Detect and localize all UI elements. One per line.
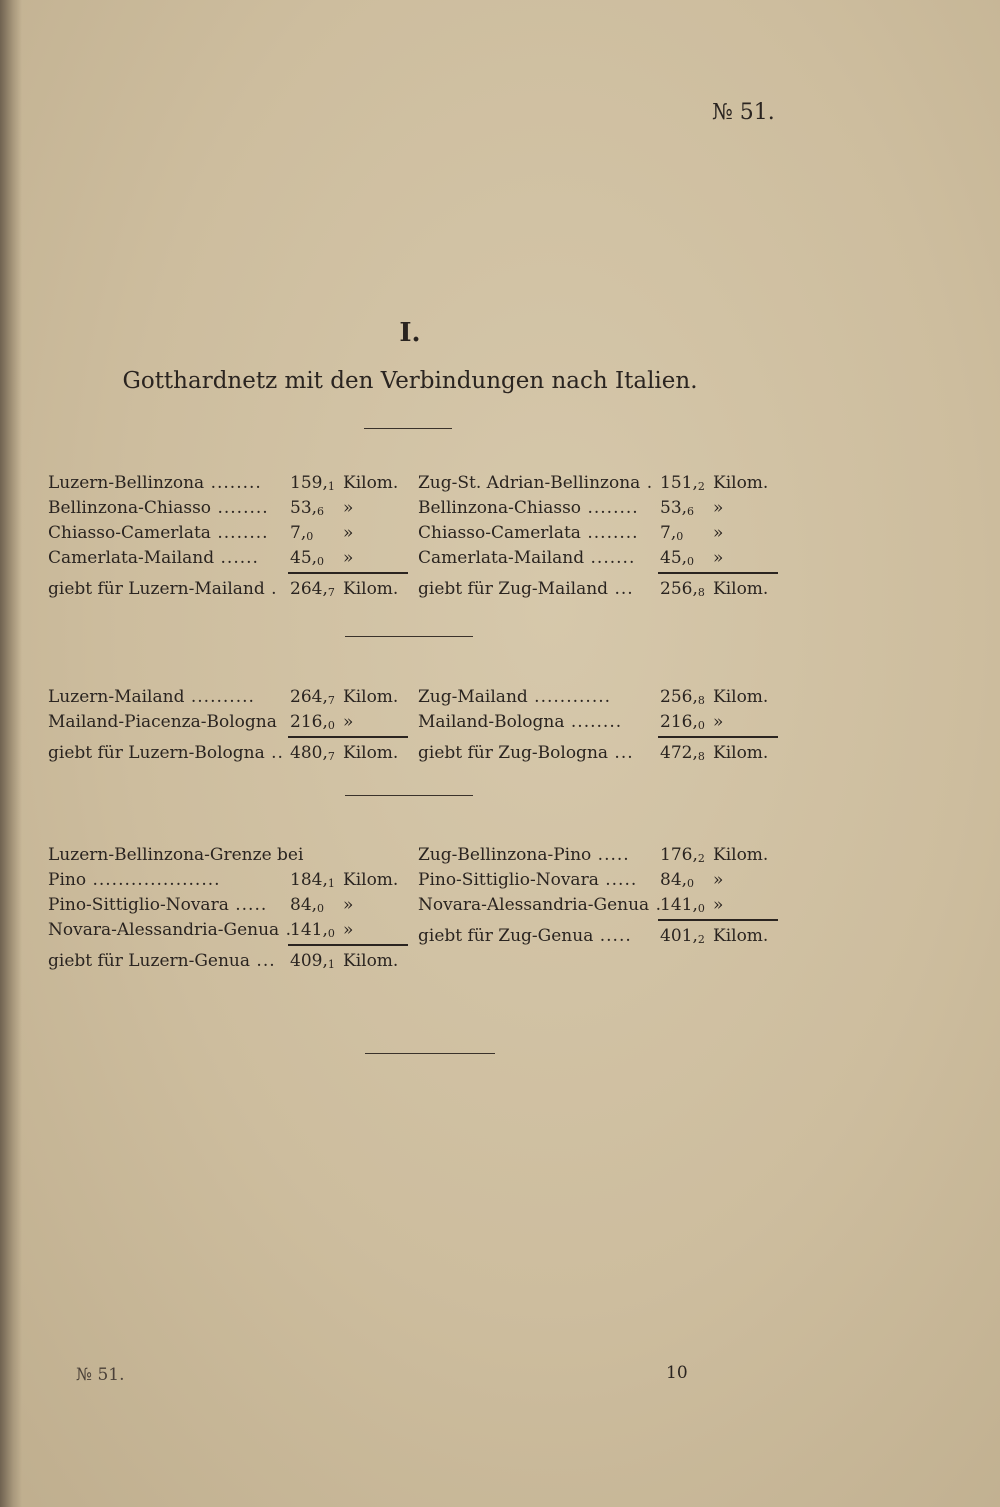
route-name <box>418 685 611 710</box>
distance-decimal: 0 <box>327 719 335 732</box>
route-table-luzern-bologna <box>48 685 403 766</box>
distance-integer: 7, <box>660 523 677 543</box>
route-label: Novara-Alessandria-Genua <box>48 920 280 940</box>
distance-decimal: 2 <box>697 933 705 946</box>
route-name <box>48 893 267 918</box>
distance-value <box>660 685 705 713</box>
route-name <box>48 471 262 496</box>
leader-dots: .. <box>264 743 284 763</box>
page-number: № 51. <box>712 100 775 125</box>
route-label: Mailand-Piacenza-Bologna <box>48 712 277 732</box>
route-name <box>418 496 639 521</box>
leader-dots: ... <box>608 579 634 599</box>
sum-underline <box>288 572 408 574</box>
route-label: Luzern-Mailand <box>48 687 185 707</box>
distance-decimal: 1 <box>327 877 335 890</box>
sum-underline <box>658 572 778 574</box>
total-distance <box>290 577 335 605</box>
distance-decimal: 0 <box>317 555 325 568</box>
route-label: Bellinzona-Chiasso <box>418 498 582 518</box>
section-heading: Gotthardnetz mit den Verbindungen nach Italien. <box>122 368 698 394</box>
leader-dots: ............ <box>527 687 612 707</box>
distance-unit: Kilom. <box>343 743 399 763</box>
leader-dots: . <box>640 473 654 493</box>
distance-unit: Kilom. <box>713 473 769 493</box>
route-label: Camerlata-Mailand <box>418 548 585 568</box>
route-label: Novara-Alessandria-Genua <box>418 895 650 915</box>
leader-dots: . <box>279 920 292 940</box>
distance-value <box>290 893 324 921</box>
total-row <box>418 577 773 602</box>
route-label: Pino-Sittiglio-Novara <box>418 870 599 890</box>
leader-dots: .......... <box>184 687 255 707</box>
route-name <box>48 521 269 546</box>
route-label: Chiasso-Camerlata <box>48 523 211 543</box>
distance-value <box>290 868 335 896</box>
distance-integer: 216, <box>290 712 328 732</box>
distance-decimal: 7 <box>327 694 335 707</box>
sum-underline <box>658 919 778 921</box>
route-row <box>418 546 773 571</box>
total-distance <box>660 577 705 605</box>
distance-integer: 256, <box>660 579 698 599</box>
distance-value <box>290 685 335 713</box>
route-label: Pino-Sittiglio-Novara <box>48 895 229 915</box>
route-label: giebt für Zug-Mailand <box>418 579 609 599</box>
route-name <box>48 918 292 943</box>
leader-dots: ...... <box>214 548 259 568</box>
leader-dots: . <box>264 579 278 599</box>
route-label: giebt für Zug-Genua <box>418 926 594 946</box>
total-row <box>48 577 403 602</box>
distance-integer: 264, <box>290 687 328 707</box>
route-table-zug-bologna <box>418 685 773 766</box>
distance-value <box>660 496 694 524</box>
distance-integer: 141, <box>660 895 698 915</box>
route-row <box>48 521 403 546</box>
distance-unit: Kilom. <box>713 743 769 763</box>
route-name <box>418 521 639 546</box>
distance-decimal: 7 <box>327 750 335 763</box>
route-name <box>418 843 630 868</box>
route-row <box>48 918 403 943</box>
distance-integer: 45, <box>660 548 688 568</box>
distance-integer: 409, <box>290 951 328 971</box>
sum-underline <box>658 736 778 738</box>
route-row <box>48 868 403 893</box>
distance-value <box>290 471 335 499</box>
route-name <box>48 710 277 735</box>
total-distance <box>660 924 705 952</box>
distance-unit: » <box>713 548 724 568</box>
route-label: giebt für Luzern-Genua <box>48 951 251 971</box>
distance-value <box>660 471 705 499</box>
distance-unit: Kilom. <box>343 687 399 707</box>
route-label: giebt für Luzern-Bologna <box>48 743 265 763</box>
route-table-luzern-genua <box>48 843 403 974</box>
distance-decimal: 8 <box>697 694 705 707</box>
distance-unit: Kilom. <box>343 870 399 890</box>
total-label <box>418 741 634 766</box>
distance-value <box>290 496 324 524</box>
total-distance <box>290 949 335 977</box>
distance-unit: Kilom. <box>343 473 399 493</box>
block-separator <box>345 636 473 637</box>
distance-unit: Kilom. <box>343 579 399 599</box>
distance-decimal: 0 <box>676 530 684 543</box>
leader-dots: ........ <box>204 473 262 493</box>
route-row <box>418 521 773 546</box>
leader-dots: ....... <box>584 548 636 568</box>
route-row <box>418 496 773 521</box>
sum-underline <box>288 736 408 738</box>
distance-decimal: 2 <box>697 852 705 865</box>
route-name <box>418 471 653 496</box>
route-label: giebt für Zug-Bologna <box>418 743 609 763</box>
route-label: Camerlata-Mailand <box>48 548 215 568</box>
distance-unit: » <box>713 523 724 543</box>
leader-dots: ... <box>608 743 634 763</box>
distance-unit: Kilom. <box>713 845 769 865</box>
leader-dots: ........ <box>564 712 623 732</box>
route-name <box>48 546 259 571</box>
distance-integer: 216, <box>660 712 698 732</box>
route-label: Zug-Mailand <box>418 687 528 707</box>
route-label: Pino <box>48 870 87 890</box>
distance-integer: 256, <box>660 687 698 707</box>
distance-unit: » <box>343 920 354 940</box>
total-label <box>48 577 278 602</box>
route-row <box>48 471 403 496</box>
distance-value <box>290 521 313 549</box>
leader-dots: .................... <box>86 870 221 890</box>
distance-unit: » <box>713 712 724 732</box>
route-row <box>48 710 403 735</box>
distance-decimal: 1 <box>327 958 335 971</box>
distance-decimal: 1 <box>327 480 335 493</box>
route-row <box>418 893 773 918</box>
distance-decimal: 0 <box>317 902 325 915</box>
leader-dots: ..... <box>228 895 268 915</box>
distance-integer: 159, <box>290 473 328 493</box>
distance-unit: » <box>343 498 354 518</box>
distance-decimal: 8 <box>697 586 705 599</box>
route-name <box>418 868 637 893</box>
route-row <box>418 710 773 735</box>
route-table-luzern-mailand <box>48 471 403 602</box>
leader-dots: ........ <box>210 523 269 543</box>
distance-decimal: 2 <box>697 480 705 493</box>
distance-unit: » <box>713 498 724 518</box>
footer-page: 10 <box>666 1363 688 1383</box>
distance-decimal: 8 <box>697 750 705 763</box>
total-label <box>48 949 276 974</box>
distance-value <box>290 546 324 574</box>
distance-unit: » <box>713 895 724 915</box>
route-row <box>48 546 403 571</box>
distance-integer: 184, <box>290 870 328 890</box>
route-name <box>48 496 269 521</box>
route-name <box>48 868 221 893</box>
route-label: Luzern-Bellinzona <box>48 473 205 493</box>
distance-integer: 472, <box>660 743 698 763</box>
page-end-rule <box>365 1053 495 1054</box>
route-label: Zug-St. Adrian-Bellinzona <box>418 473 641 493</box>
distance-decimal: 6 <box>317 505 325 518</box>
sum-underline <box>288 944 408 946</box>
total-distance <box>660 741 705 769</box>
leader-dots: ..... <box>598 870 638 890</box>
distance-value <box>660 893 705 921</box>
leader-dots: ........ <box>580 523 639 543</box>
total-row <box>418 924 773 949</box>
route-table-zug-genua <box>418 843 773 949</box>
distance-decimal: 0 <box>306 530 314 543</box>
route-row <box>418 471 773 496</box>
distance-integer: 84, <box>660 870 688 890</box>
distance-decimal: 0 <box>687 555 695 568</box>
distance-decimal: 0 <box>687 877 695 890</box>
route-row <box>418 868 773 893</box>
distance-unit: Kilom. <box>713 926 769 946</box>
route-label: Bellinzona-Chiasso <box>48 498 212 518</box>
distance-integer: 53, <box>290 498 318 518</box>
distance-unit: » <box>343 523 354 543</box>
total-label <box>418 924 632 949</box>
distance-value <box>660 843 705 871</box>
route-row <box>48 685 403 710</box>
distance-integer: 264, <box>290 579 328 599</box>
route-name <box>418 893 662 918</box>
distance-decimal: 0 <box>697 719 705 732</box>
distance-integer: 480, <box>290 743 328 763</box>
route-name <box>418 710 622 735</box>
leader-dots: . <box>649 895 662 915</box>
distance-integer: 401, <box>660 926 698 946</box>
route-name <box>418 546 635 571</box>
distance-unit: Kilom. <box>713 687 769 707</box>
route-row <box>48 496 403 521</box>
distance-value <box>660 868 694 896</box>
route-name-continued <box>48 843 403 868</box>
leader-dots: ..... <box>593 926 632 946</box>
total-label <box>48 741 284 766</box>
leader-dots: ........ <box>581 498 639 518</box>
distance-decimal: 0 <box>327 927 335 940</box>
route-label: Luzern-Bellinzona-Grenze bei <box>48 845 304 865</box>
binding-edge <box>0 0 22 1507</box>
route-row <box>48 893 403 918</box>
total-label <box>418 577 634 602</box>
distance-unit: Kilom. <box>713 579 769 599</box>
distance-value <box>660 521 683 549</box>
distance-integer: 84, <box>290 895 318 915</box>
distance-integer: 176, <box>660 845 698 865</box>
footer-signature: № 51. <box>76 1365 125 1385</box>
section-number: I. <box>399 318 421 348</box>
distance-decimal: 7 <box>327 586 335 599</box>
total-distance <box>290 741 335 769</box>
route-label: Chiasso-Camerlata <box>418 523 581 543</box>
distance-unit: » <box>343 548 354 568</box>
route-label: giebt für Luzern-Mailand <box>48 579 265 599</box>
leader-dots: ... <box>250 951 276 971</box>
distance-value <box>660 710 705 738</box>
distance-value <box>290 918 335 946</box>
distance-integer: 151, <box>660 473 698 493</box>
total-row <box>48 741 403 766</box>
distance-decimal: 6 <box>687 505 695 518</box>
leader-dots: ..... <box>591 845 630 865</box>
total-row <box>48 949 403 974</box>
route-label: Zug-Bellinzona-Pino <box>418 845 592 865</box>
distance-unit: Kilom. <box>343 951 399 971</box>
route-row <box>418 685 773 710</box>
distance-integer: 141, <box>290 920 328 940</box>
heading-rule <box>364 428 452 429</box>
distance-unit: » <box>713 870 724 890</box>
route-name <box>48 685 255 710</box>
distance-unit: » <box>343 712 354 732</box>
distance-decimal: 0 <box>697 902 705 915</box>
total-row <box>418 741 773 766</box>
route-label: Mailand-Bologna <box>418 712 565 732</box>
leader-dots: ........ <box>211 498 269 518</box>
distance-value <box>660 546 694 574</box>
distance-unit: » <box>343 895 354 915</box>
route-table-zug-mailand <box>418 471 773 602</box>
distance-integer: 45, <box>290 548 318 568</box>
route-row <box>418 843 773 868</box>
distance-value <box>290 710 335 738</box>
distance-integer: 7, <box>290 523 307 543</box>
distance-integer: 53, <box>660 498 688 518</box>
block-separator <box>345 795 473 796</box>
